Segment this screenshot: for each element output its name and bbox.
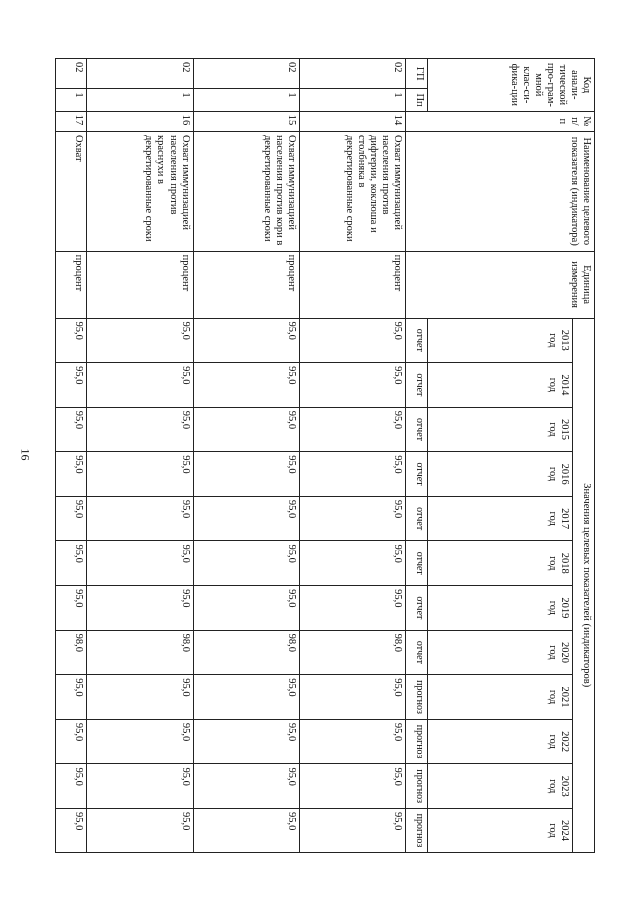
year-type: отчет — [406, 496, 428, 541]
value-cell: 95,0 — [56, 541, 87, 586]
value-cell: 95,0 — [193, 407, 299, 452]
year-type: прогноз — [406, 809, 428, 853]
value-cell: 95,0 — [87, 764, 193, 809]
year-header: 2014 год — [428, 363, 573, 408]
year-type: отчет — [406, 586, 428, 631]
value-cell: 95,0 — [56, 764, 87, 809]
header-unit: Единица измерения — [406, 251, 595, 318]
value-cell: 95,0 — [87, 496, 193, 541]
year-header: 2020 год — [428, 630, 573, 675]
year-type: прогноз — [406, 719, 428, 764]
value-cell: 95,0 — [193, 452, 299, 497]
value-cell: 95,0 — [87, 363, 193, 408]
value-cell: 95,0 — [87, 541, 193, 586]
header-code: Код анали-тической про-грам-мной клас-си-фика-ции — [428, 59, 595, 112]
value-cell: 95,0 — [87, 407, 193, 452]
value-cell: 95,0 — [299, 452, 405, 497]
indicator-name: Охват иммунизацией населения против краснухи в декретированные сроки — [87, 131, 193, 251]
value-cell: 95,0 — [193, 363, 299, 408]
header-num: № п/п — [406, 111, 595, 131]
value-cell: 95,0 — [193, 719, 299, 764]
year-type: отчет — [406, 318, 428, 363]
header-gp: ГП — [406, 59, 428, 89]
value-cell: 98,0 — [87, 630, 193, 675]
year-type: отчет — [406, 630, 428, 675]
value-cell: 95,0 — [299, 496, 405, 541]
year-header: 2016 год — [428, 452, 573, 497]
indicator-name: Охват иммунизацией населения против кори в декретированные сроки — [193, 131, 299, 251]
value-cell: 95,0 — [87, 586, 193, 631]
gp-cell: 02 — [193, 59, 299, 89]
value-cell: 95,0 — [56, 407, 87, 452]
header-name: Наименование целевого показателя (индикатора) — [406, 131, 595, 251]
value-cell: 95,0 — [56, 452, 87, 497]
page-number: 16 — [18, 448, 33, 461]
value-cell: 95,0 — [193, 675, 299, 720]
value-cell: 95,0 — [193, 586, 299, 631]
value-cell: 95,0 — [299, 407, 405, 452]
value-cell: 95,0 — [299, 764, 405, 809]
year-type: прогноз — [406, 764, 428, 809]
value-cell: 95,0 — [87, 675, 193, 720]
value-cell: 95,0 — [193, 541, 299, 586]
value-cell: 95,0 — [193, 809, 299, 853]
year-header: 2019 год — [428, 586, 573, 631]
value-cell: 95,0 — [87, 809, 193, 853]
row-number: 15 — [193, 111, 299, 131]
value-cell: 95,0 — [56, 496, 87, 541]
value-cell: 95,0 — [56, 809, 87, 853]
year-header: 2017 год — [428, 496, 573, 541]
value-cell: 95,0 — [56, 675, 87, 720]
table-row — [56, 59, 87, 853]
year-header: 2013 год — [428, 318, 573, 363]
row-number: 16 — [87, 111, 193, 131]
pp-cell: 1 — [299, 89, 405, 111]
year-header: 2023 год — [428, 764, 573, 809]
unit-cell: процент — [193, 251, 299, 318]
header-pp: Пп — [406, 89, 428, 111]
table-row — [193, 59, 299, 853]
indicator-table — [55, 58, 595, 853]
year-header: 2022 год — [428, 719, 573, 764]
value-cell: 98,0 — [56, 630, 87, 675]
value-cell: 95,0 — [299, 675, 405, 720]
gp-cell: 02 — [87, 59, 193, 89]
value-cell: 95,0 — [299, 318, 405, 363]
row-number: 14 — [299, 111, 405, 131]
row-number: 17 — [56, 111, 87, 131]
table-row — [299, 59, 405, 853]
table-row — [87, 59, 193, 853]
value-cell: 98,0 — [299, 630, 405, 675]
year-type: отчет — [406, 452, 428, 497]
header-values: Значения целевых показателей (индикаторов) — [573, 318, 595, 853]
unit-cell: процент — [56, 251, 87, 318]
value-cell: 95,0 — [193, 496, 299, 541]
gp-cell: 02 — [299, 59, 405, 89]
year-type: отчет — [406, 407, 428, 452]
indicator-name: Охват иммунизацией населения против дифтерии, коклюша и столбняка в декретированные сроки — [299, 131, 405, 251]
value-cell: 95,0 — [56, 586, 87, 631]
indicator-name: Охват — [56, 131, 87, 251]
value-cell: 95,0 — [299, 586, 405, 631]
pp-cell: 1 — [56, 89, 87, 111]
year-header: 2018 год — [428, 541, 573, 586]
value-cell: 95,0 — [299, 363, 405, 408]
value-cell: 95,0 — [193, 318, 299, 363]
year-header: 2015 год — [428, 407, 573, 452]
value-cell: 95,0 — [193, 764, 299, 809]
year-type: отчет — [406, 363, 428, 408]
year-header: 2024 год — [428, 809, 573, 853]
value-cell: 95,0 — [56, 363, 87, 408]
unit-cell: процент — [299, 251, 405, 318]
value-cell: 95,0 — [56, 719, 87, 764]
value-cell: 95,0 — [299, 541, 405, 586]
value-cell: 95,0 — [87, 452, 193, 497]
pp-cell: 1 — [87, 89, 193, 111]
rotated-table-container — [55, 58, 595, 853]
unit-cell: процент — [87, 251, 193, 318]
year-type: прогноз — [406, 675, 428, 720]
value-cell: 95,0 — [87, 719, 193, 764]
pp-cell: 1 — [193, 89, 299, 111]
value-cell: 95,0 — [299, 809, 405, 853]
value-cell: 95,0 — [56, 318, 87, 363]
year-header: 2021 год — [428, 675, 573, 720]
value-cell: 98,0 — [193, 630, 299, 675]
year-type: отчет — [406, 541, 428, 586]
value-cell: 95,0 — [87, 318, 193, 363]
value-cell: 95,0 — [299, 719, 405, 764]
gp-cell: 02 — [56, 59, 87, 89]
